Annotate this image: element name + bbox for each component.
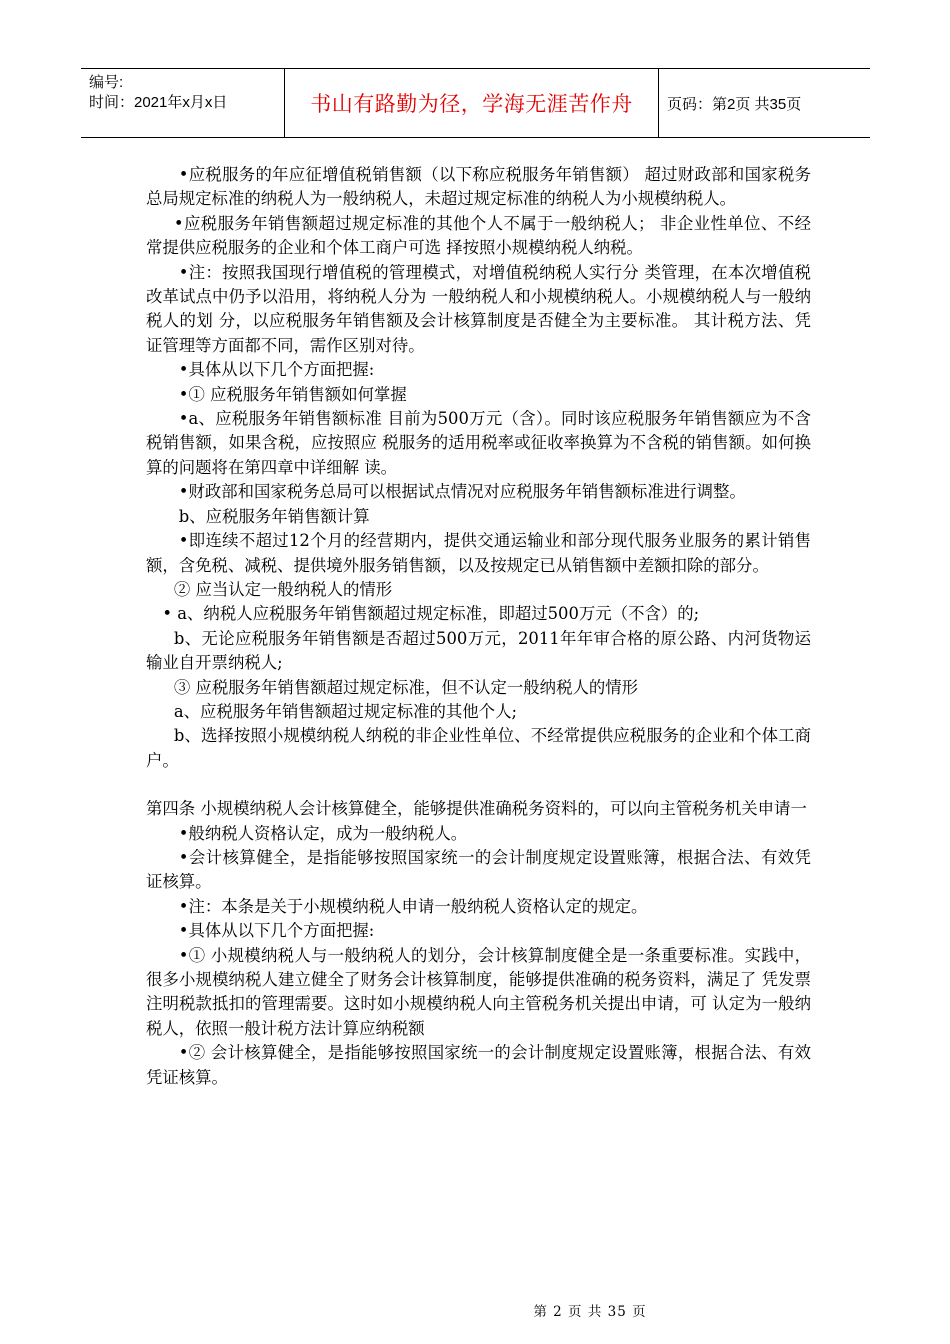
paragraph: •注：按照我国现行增值税的管理模式，对增值税纳税人实行分 类管理，在本次增值税改革试点中仍予以沿用，将纳税人分为 一般纳税人和小规模纳税人。小规模纳税人与一般纳税人的划 分，以应税服务年销售额及会计核算制度是否健全为主要标准。 其计税方法、凭证管理等方面都不同，需作区别对待。	[146, 262, 811, 355]
paragraph: •应税服务的年应征增值税销售额（以下称应税服务年销售额） 超过财政部和国家税务总局规定标准的纳税人为一般纳税人，未超过规定标准的纳税人为小规模纳税人。	[146, 165, 811, 209]
paragraph: •具体从以下几个方面把握:	[178, 360, 375, 380]
paragraph: •注：本条是关于小规模纳税人申请一般纳税人资格认定的规定。	[178, 896, 648, 916]
paragraph: b、无论应税服务年销售额是否超过500万元，2011年年审合格的原公路、内河货物运输业自开票纳税人;	[146, 628, 811, 673]
page-footer	[0, 1300, 950, 1320]
header-motto: 书山有路勤为径，学海无涯苦作舟	[310, 92, 633, 116]
paragraph: ② 应当认定一般纳税人的情形	[173, 579, 393, 599]
header-table	[81, 68, 870, 138]
paragraph: •会计核算健全，是指能够按照国家统一的会计制度规定设置账簿，根据合法、有效凭证核算。	[146, 847, 811, 892]
header-info-cell	[81, 69, 284, 137]
footer-page-number: 第 2 页 共 35 页	[533, 1304, 647, 1320]
paragraph: ③ 应税服务年销售额超过规定标准，但不认定一般纳税人的情形	[173, 677, 639, 697]
paragraph: b、选择按照小规模纳税人纳税的非企业性单位、不经常提供应税服务的企业和个体工商户。	[146, 726, 811, 770]
time-label: 时间：2021年x月x日	[89, 94, 228, 111]
paragraph: • a、纳税人应税服务年销售额超过规定标准，即超过500万元（不含）的;	[162, 604, 700, 624]
paragraph: •a、应税服务年销售额标准 目前为500万元（含）。同时该应税服务年销售额应为不含税销售额，如果含税，应按照应 税服务的适用税率或征收率换算为不含税的销售额。如何换算的问题将在第四章中详细解 读。	[146, 409, 811, 477]
paragraph: •② 会计核算健全，是指能够按照国家统一的会计制度规定设置账簿，根据合法、有效 凭证核算。	[146, 1043, 811, 1087]
paragraph: •即连续不超过12个月的经营期内，提供交通运输业和部分现代服务业服务的累计销售额，含免税、减税、提供境外服务销售额，以及按规定已从销售额中差额扣除的部分。	[146, 531, 811, 575]
paragraph: •财政部和国家税务总局可以根据试点情况对应税服务年销售额标准进行调整。	[178, 482, 746, 502]
paragraph: a、应税服务年销售额超过规定标准的其他个人;	[173, 701, 517, 721]
document-body	[146, 163, 811, 1090]
article-heading: 第四条 小规模纳税人会计核算健全，能够提供准确税务资料的，可以向主管税务机关申请一	[146, 799, 807, 819]
paragraph: •① 应税服务年销售额如何掌握	[178, 384, 407, 404]
paragraph: b、应税服务年销售额计算	[178, 506, 370, 526]
number-label: 编号:	[89, 74, 124, 91]
paragraph: •应税服务年销售额超过规定标准的其他个人不属于一般纳税人； 非企业性单位、不经常提供应税服务的企业和个体工商户可选 择按照小规模纳税人纳税。	[146, 213, 811, 258]
paragraph: •① 小规模纳税人与一般纳税人的划分，会计核算制度健全是一条重要标准。实践中， 很多小规模纳税人建立健全了财务会计核算制度，能够提供准确的税务资料，满足了 凭发票注明税款抵扣的管理需要。这时如小规模纳税人向主管税务机关提出申请，可 认定为一般纳税人，依照一般计税方法计算应纳税额	[146, 945, 811, 1038]
paragraph: •具体从以下几个方面把握:	[178, 921, 375, 941]
paragraph: •般纳税人资格认定，成为一般纳税人。	[178, 823, 468, 843]
header-page-label: 页码：第2页 共35页	[667, 95, 802, 113]
